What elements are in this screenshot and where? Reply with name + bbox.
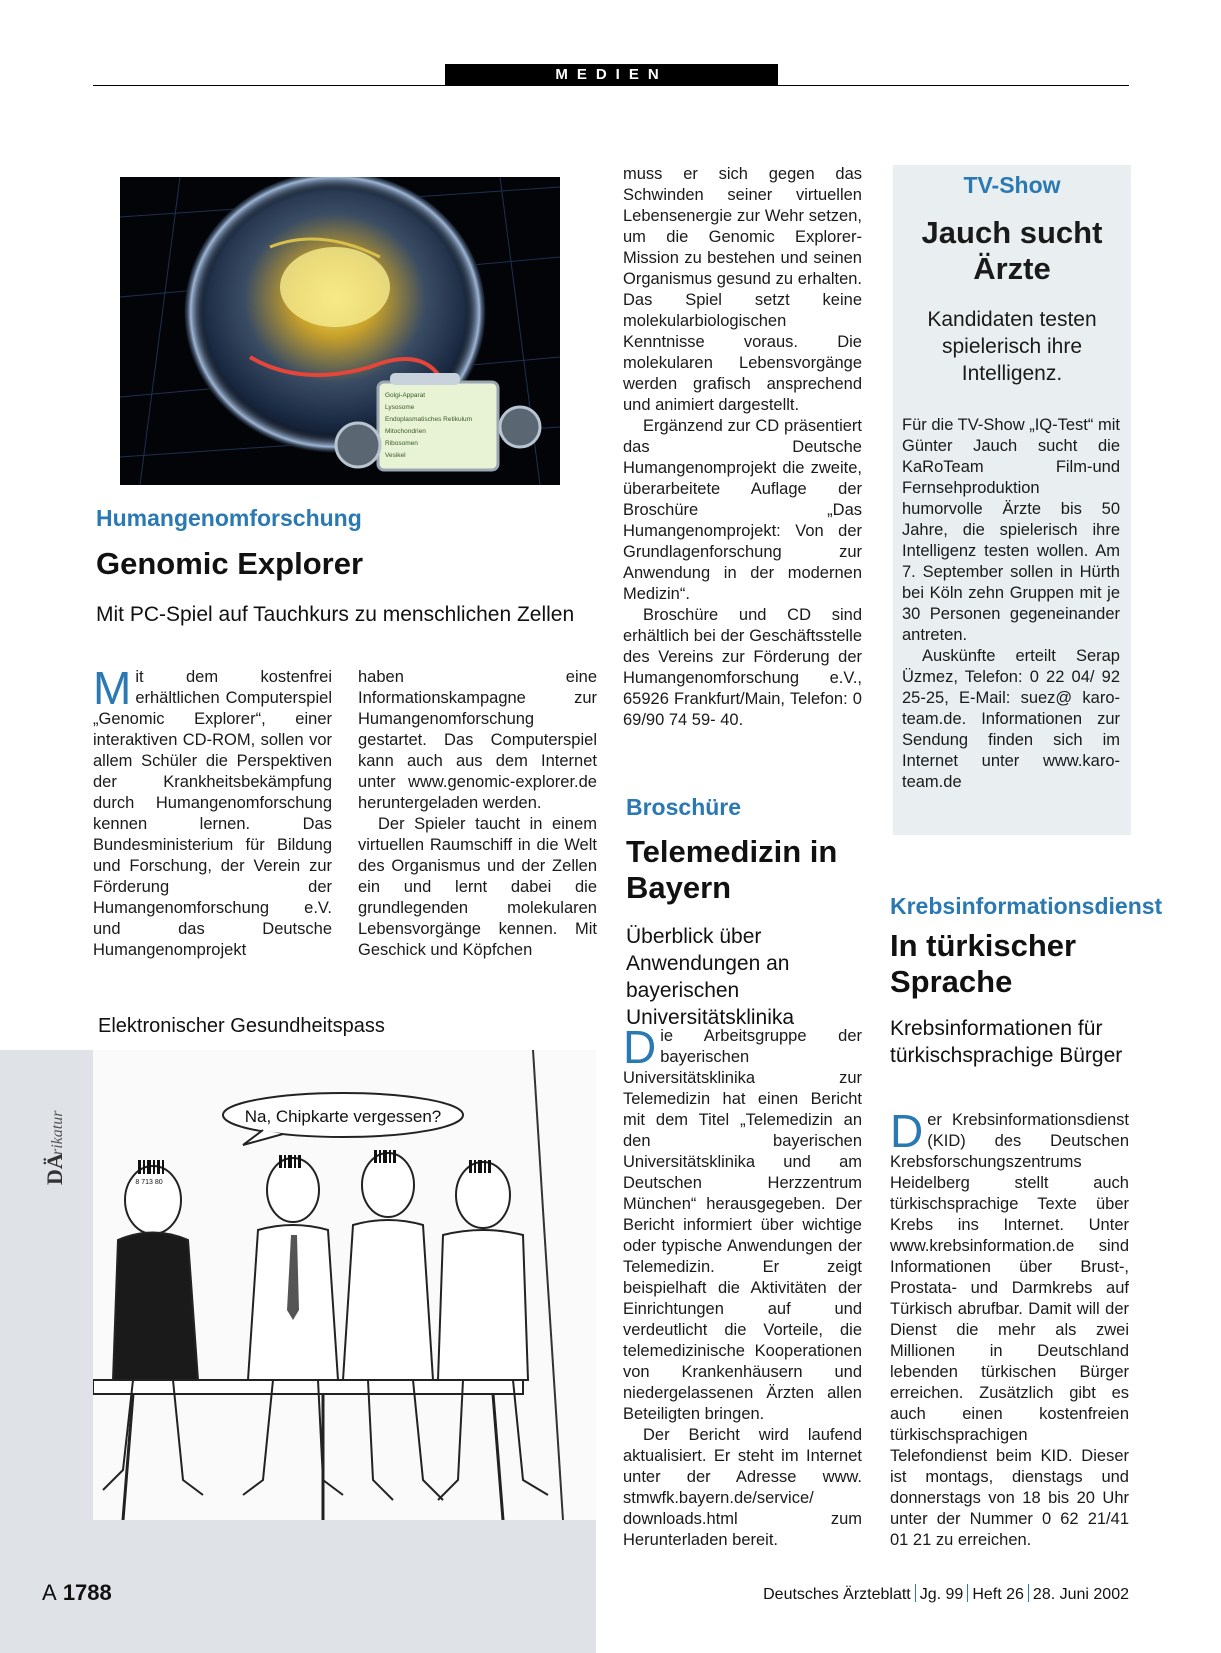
- body-text: ie Arbeitsgruppe der bayerischen Universitätsklinika zur Telemedizin hat einen Bericht mit dem Titel „Telemedizin an den bayerischen Universitätsklinika und am Deutschen Herzzentrum München“ herausgegeben. Der Bericht informiert über wichtige oder typische Anwendungen der Telemedizin. Er zeigt beispielhaft die Aktivitäten der Einrichtungen auf und verdeutlicht die Vorteile, die telemedizinische Kooperationen von Krankenhäusern und niedergelassenen Ärzten allen Beteiligten bringen.: [623, 1027, 862, 1423]
- genomic-column-1: [93, 662, 332, 961]
- tele-body: [623, 1021, 862, 1551]
- dropcap: D: [890, 1105, 924, 1157]
- page-prefix: A: [42, 1580, 57, 1605]
- page-number-value: 1788: [62, 1580, 112, 1605]
- svg-text:DÄ: DÄ: [42, 1153, 67, 1185]
- tv-body: [902, 415, 1120, 793]
- journal-info: [763, 1584, 1129, 1604]
- daerikatur-logo: [40, 1065, 68, 1185]
- tele-subline: Überblick über Anwendungen an bayerischen Universitätsklinika: [626, 925, 795, 1029]
- page-number: [42, 1580, 112, 1606]
- menu-item: Lysosome: [385, 404, 415, 411]
- body-text: Ergänzend zur CD präsentiert das Deutsche Humangenomprojekt die zweite, überarbeitete Auflage der Broschüre „Das Humangenomprojekt: Von der Grundlagenforschung zur Anwendung in der modernen Medizin“.: [623, 417, 862, 603]
- cartoon-caption: Elektronischer Gesundheitspass: [98, 1015, 385, 1037]
- tv-headline: Jauch sucht Ärzte: [921, 215, 1103, 286]
- genomic-column-2: [358, 667, 597, 961]
- genomic-column-3: [623, 164, 862, 731]
- body-text: Für die TV-Show „IQ-Test“ mit Günter Jauch sucht die KaRoTeam Film-und Fernsehproduktion humorvolle Ärzte bis 50 Jahre, die spielerisch ihre Intelligenz testen wollen. Am 7. September sollen in Hürth bei Köln zehn Gruppen mit je 30 Personen gegeneinander antreten.: [902, 416, 1120, 644]
- section-label: MEDIEN: [445, 64, 778, 86]
- journal-date: 28. Juni 2002: [1032, 1586, 1129, 1603]
- speech-text: Na, Chipkarte vergessen?: [244, 1107, 442, 1126]
- barcode-number: 8 713 80: [135, 1179, 163, 1186]
- dropcap: D: [623, 1021, 657, 1073]
- tv-subline: Kandidaten testen spielerisch ihre Intelligenz.: [927, 308, 1097, 385]
- krebs-kicker: Krebsinformationsdienst: [890, 893, 1163, 919]
- genomic-headline: Genomic Explorer: [96, 546, 364, 581]
- menu-item: Golgi-Apparat: [385, 392, 426, 399]
- body-text: Auskünfte erteilt Serap Üzmez, Telefon: 0 22 04/ 92 25-25, E-Mail: suez@ karo-team.de. Informationen zur Sendung finden sich im Internet unter www.karo-team.de: [902, 647, 1120, 791]
- body-text: haben eine Informationskampagne zur Humangenomforschung gestartet. Das Computerspiel kann auch aus dem Internet unter www.genomic-explorer.de heruntergeladen werden.: [358, 668, 597, 812]
- journal-issue: Heft 26: [972, 1586, 1024, 1603]
- body-text: it dem kostenfrei erhältlichen Computerspiel „Genomic Explorer“, einer interaktiven CD-ROM, sollen vor allem Schüler die Perspektiven der Krankheitsbekämpfung durch Humangenomforschung kennen lernen. Das Bundesministerium für Bildung und Forschung, der Verein zur Förderung der Humangenomforschung e.V. und das Deutsche Humangenomprojekt: [93, 668, 332, 959]
- journal-name: Deutsches Ärzteblatt: [763, 1586, 911, 1603]
- body-text: er Krebsinformationsdienst (KID) des Deutschen Krebsforschungszentrums Heidelberg stellt auch türkischsprachige Texte über Krebs ins Internet. Unter www.krebsinformation.de sind Informationen über Brust-, Prostata- und Darmkrebs auf Türkisch abrufbar. Damit will der Dienst die mehr als zwei Millionen in Deutschland lebenden türkischen Bürger erreichen. Zusätzlich gibt es auch einen kostenfreien türkischsprachigen Telefondienst beim KID. Dieser ist montags, dienstags und donnerstags von 18 bis 20 Uhr unter der Nummer 0 62 21/41 01 21 zu erreichen.: [890, 1111, 1129, 1549]
- menu-item: Mitochondrien: [385, 428, 426, 435]
- menu-item: Vesikel: [385, 452, 406, 459]
- body-text: Der Spieler taucht in einem virtuellen Raumschiff in die Welt des Organismus und der Zellen ein und lernt dabei die grundlegenden molekularen Lebensvorgänge kennen. Mit Geschick und Köpfchen: [358, 815, 597, 959]
- cartoon-illustration: [93, 1050, 596, 1520]
- body-text: Der Bericht wird laufend aktualisiert. Er steht im Internet unter der Adresse www. stmwfk.bayern.de/service/ downloads.html zum Herunterladen bereit.: [623, 1426, 862, 1549]
- journal-volume: Jg. 99: [919, 1586, 964, 1603]
- dropcap: M: [93, 662, 132, 714]
- body-text: muss er sich gegen das Schwinden seiner virtuellen Lebensenergie zur Wehr setzen, um die Genomic Explorer-Mission zu bestehen und seinen Organismus gesund zu erhalten. Das Spiel setzt keine molekularbiologischen Kenntnisse voraus. Die molekularen Lebensvorgänge werden grafisch ansprechend und animiert dargestellt.: [623, 165, 862, 414]
- menu-item: Endoplasmatisches Retikulum: [385, 416, 473, 423]
- genomic-kicker: Humangenomforschung: [96, 505, 362, 531]
- header-rule: [93, 85, 1129, 86]
- krebs-subline: Krebsinformationen für türkischsprachige Bürger: [890, 1017, 1123, 1067]
- genomic-subline: Mit PC-Spiel auf Tauchkurs zu menschlichen Zellen: [96, 603, 575, 626]
- menu-item: Ribosomen: [385, 440, 418, 447]
- tv-kicker: TV-Show: [963, 172, 1061, 198]
- tele-headline: Telemedizin in Bayern: [626, 834, 838, 905]
- body-text: Broschüre und CD sind erhältlich bei der Geschäftsstelle des Vereins zur Förderung der Humangenomforschung e.V., 65926 Frankfurt/Main, Telefon: 0 69/90 74 59- 40.: [623, 606, 862, 729]
- tele-kicker: Broschüre: [626, 794, 742, 820]
- krebs-body: [890, 1105, 1129, 1551]
- genomic-explorer-screenshot: [120, 177, 560, 485]
- svg-text:rikatur: rikatur: [49, 1110, 66, 1155]
- krebs-headline: In türkischer Sprache: [890, 928, 1077, 999]
